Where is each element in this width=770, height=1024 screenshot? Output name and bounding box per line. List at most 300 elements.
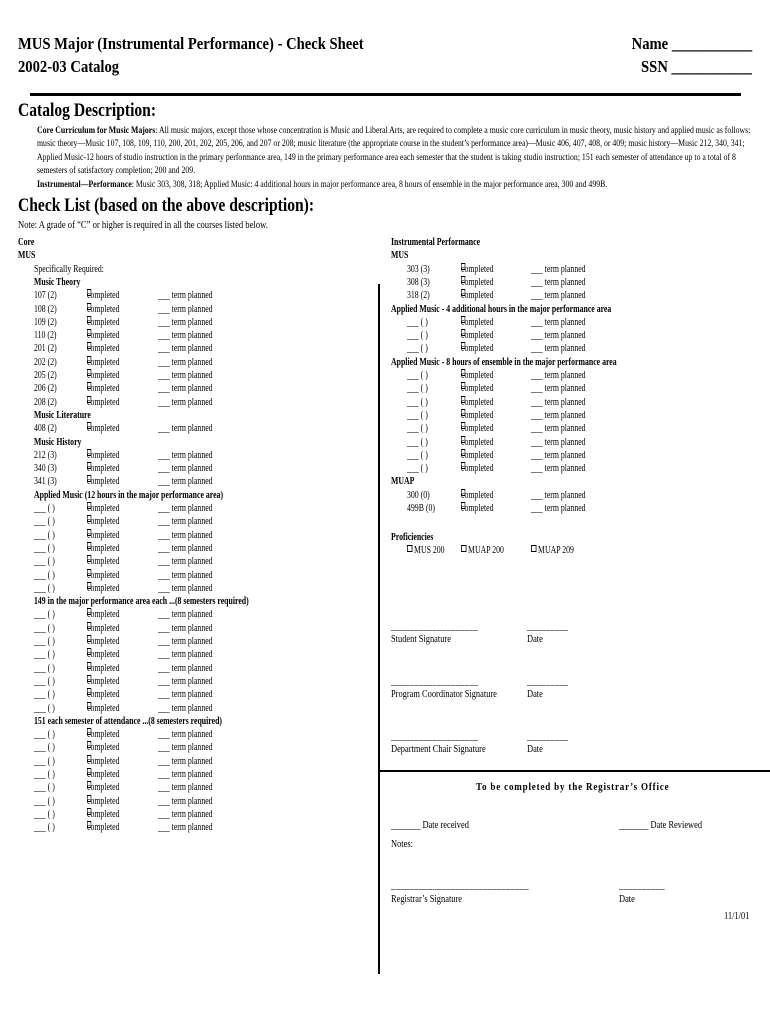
chair-signature-label: Department Chair Signature xyxy=(391,744,486,755)
checklist-heading: Check List (based on the above description): xyxy=(18,195,315,216)
applied-8-hours-heading: Applied Music - 8 hours of ensemble in the major performance area xyxy=(391,356,617,368)
term-planned-field[interactable]: ___ term planned xyxy=(158,755,213,767)
course-code: 300 (0) xyxy=(407,489,430,501)
course-code[interactable]: ___ ( ) xyxy=(407,423,428,435)
completed-checkbox[interactable]: completed xyxy=(87,742,120,754)
checkbox[interactable] xyxy=(87,635,91,642)
ensemble-row xyxy=(407,396,667,409)
theory-course-row xyxy=(34,342,294,355)
checkbox[interactable] xyxy=(87,369,91,376)
ensemble-row xyxy=(407,462,667,475)
theory-course-row xyxy=(34,303,294,316)
theory-course-row xyxy=(34,382,294,395)
course-code[interactable]: ___ ( ) xyxy=(407,409,428,421)
applied-music-row xyxy=(34,515,294,528)
completed-checkbox[interactable]: completed xyxy=(461,383,494,395)
ensemble-row xyxy=(407,369,667,382)
checkbox[interactable] xyxy=(87,303,91,310)
term-planned-field[interactable]: ___ term planned xyxy=(158,396,213,408)
checkbox[interactable] xyxy=(87,449,91,456)
ensemble-row xyxy=(407,449,667,462)
completed-checkbox[interactable]: completed xyxy=(87,755,120,767)
checkbox[interactable] xyxy=(461,545,466,552)
term-planned-field[interactable]: ___ term planned xyxy=(158,569,213,581)
core-text: : All music majors, except those whose concentration is Music and Liberal Arts, are required to complete a music core curriculum in music theory, music history and applied music as follows: music theory—Music 107, 108, 109, 110, 200, 201, 202, 205, 206, and 207 or 208; music literature (the appropriate course in the student’s performance area)—Music 406, 407, 408, or 409; music history—Music 212, 340, 341; Applied Music-12 hours of studio instruction in the primary performance area, 149 in the primary performance area each semester that the student is taking studio instruction; 151 each semester of attendance up to a total of 8 semesters of satisfactory completion; 200 and 209. xyxy=(37,126,751,176)
checkbox[interactable] xyxy=(87,316,91,323)
term-planned-field[interactable]: ___ term planned xyxy=(531,330,586,342)
term-planned-field[interactable]: ___ term planned xyxy=(158,383,213,395)
completed-checkbox[interactable]: completed xyxy=(461,276,494,288)
checkbox[interactable] xyxy=(461,489,465,496)
course-code[interactable]: ___ ( ) xyxy=(34,755,55,767)
term-planned-field[interactable]: ___ term planned xyxy=(531,370,586,381)
history-course-row xyxy=(34,475,294,488)
checkbox[interactable] xyxy=(87,608,91,615)
term-planned-field[interactable]: ___ term planned xyxy=(158,609,213,621)
course-code: 341 (3) xyxy=(34,476,57,488)
course-code[interactable]: ___ ( ) xyxy=(34,795,55,807)
history-course-row xyxy=(34,449,294,462)
mus151-row xyxy=(34,741,294,754)
term-planned-field[interactable]: ___ term planned xyxy=(158,662,213,674)
completed-checkbox[interactable]: completed xyxy=(87,330,120,342)
checkbox[interactable] xyxy=(461,462,465,469)
term-planned-field[interactable]: ___ term planned xyxy=(158,702,213,714)
checkbox[interactable] xyxy=(87,688,91,695)
checkbox[interactable] xyxy=(87,662,91,669)
completed-checkbox[interactable]: completed xyxy=(87,822,120,834)
term-planned-field[interactable]: ___ term planned xyxy=(158,516,213,528)
term-planned-field[interactable]: ___ term planned xyxy=(158,649,213,661)
checkbox[interactable] xyxy=(87,781,91,788)
mus149-row xyxy=(34,688,294,701)
checkbox[interactable] xyxy=(87,555,91,562)
course-code[interactable]: ___ ( ) xyxy=(407,343,428,355)
course-code[interactable]: ___ ( ) xyxy=(34,769,55,780)
performance-course-row xyxy=(407,263,667,276)
completed-checkbox[interactable]: completed xyxy=(87,808,120,820)
course-code[interactable]: ___ ( ) xyxy=(34,729,55,741)
term-planned-field[interactable]: ___ term planned xyxy=(531,489,586,501)
completed-checkbox[interactable]: completed xyxy=(461,290,494,302)
revision-date: 11/1/01 xyxy=(724,911,750,922)
course-code: 308 (3) xyxy=(407,276,430,288)
completed-checkbox[interactable]: completed xyxy=(461,316,494,328)
name-field[interactable]: Name ___________ xyxy=(631,34,752,53)
course-code[interactable]: ___ ( ) xyxy=(407,370,428,381)
mus151-row xyxy=(34,755,294,768)
term-planned-field[interactable]: ___ term planned xyxy=(531,463,586,475)
term-planned-field[interactable]: ___ term planned xyxy=(531,409,586,421)
literature-course-row xyxy=(34,422,294,435)
term-planned-field[interactable]: ___ term planned xyxy=(158,370,213,381)
applied-music-row xyxy=(34,569,294,582)
checkbox[interactable] xyxy=(461,409,465,416)
checkbox[interactable] xyxy=(461,329,465,336)
course-code: 408 (2) xyxy=(34,423,57,435)
course-code[interactable]: ___ ( ) xyxy=(407,463,428,475)
checkbox[interactable] xyxy=(531,545,536,552)
checkbox[interactable] xyxy=(461,422,465,429)
music-history-heading: Music History xyxy=(34,436,82,448)
ensemble-row xyxy=(407,436,667,449)
checkbox[interactable] xyxy=(461,342,465,349)
course-code[interactable]: ___ ( ) xyxy=(34,622,55,634)
student-signature-label: Student Signature xyxy=(391,634,451,645)
checkbox[interactable] xyxy=(87,728,91,735)
checkbox[interactable] xyxy=(461,316,465,323)
column-divider xyxy=(378,284,380,974)
checkbox[interactable] xyxy=(87,542,91,549)
student-signature-line[interactable]: ___________________ xyxy=(391,621,479,632)
checkbox[interactable] xyxy=(461,436,465,443)
course-code[interactable]: ___ ( ) xyxy=(407,436,428,448)
completed-checkbox[interactable]: completed xyxy=(87,582,120,594)
course-code[interactable]: ___ ( ) xyxy=(34,649,55,661)
completed-checkbox[interactable]: completed xyxy=(461,423,494,435)
checkbox[interactable] xyxy=(87,808,91,815)
notes-label: Notes: xyxy=(391,839,413,850)
completed-checkbox[interactable]: completed xyxy=(87,729,120,741)
term-planned-field[interactable]: ___ term planned xyxy=(158,316,213,328)
mus149-row xyxy=(34,648,294,661)
catalog-perf-paragraph xyxy=(37,179,767,192)
course-code[interactable]: ___ ( ) xyxy=(407,383,428,395)
mus151-row xyxy=(34,795,294,808)
header-divider xyxy=(30,93,741,96)
mus151-row xyxy=(34,768,294,781)
term-planned-field[interactable]: ___ term planned xyxy=(158,729,213,741)
term-planned-field[interactable]: ___ term planned xyxy=(158,449,213,461)
term-planned-field[interactable]: ___ term planned xyxy=(158,822,213,834)
music-theory-heading: Music Theory xyxy=(34,276,81,288)
course-code[interactable]: ___ ( ) xyxy=(34,503,55,514)
page-title: MUS Major (Instrumental Performance) - Check Sheet xyxy=(18,34,364,53)
student-date-line[interactable]: _________ xyxy=(527,621,569,632)
mus149-row xyxy=(34,635,294,648)
checkbox[interactable] xyxy=(461,263,465,270)
checkbox[interactable] xyxy=(87,821,91,828)
ssn-field[interactable]: SSN ___________ xyxy=(641,57,752,76)
term-planned-field[interactable]: ___ term planned xyxy=(531,276,586,288)
coordinator-signature-label: Program Coordinator Signature xyxy=(391,689,497,700)
completed-checkbox[interactable]: completed xyxy=(461,436,494,448)
completed-checkbox[interactable]: completed xyxy=(87,662,120,674)
theory-course-row xyxy=(34,329,294,342)
completed-checkbox[interactable]: completed xyxy=(87,449,120,461)
coordinator-signature-line[interactable]: ___________________ xyxy=(391,676,479,687)
coordinator-date-line[interactable]: _________ xyxy=(527,676,569,687)
course-code: 108 (2) xyxy=(34,303,57,315)
course-code[interactable]: ___ ( ) xyxy=(407,330,428,342)
checkbox[interactable] xyxy=(87,475,91,482)
completed-checkbox[interactable]: completed xyxy=(87,316,120,328)
course-code[interactable]: ___ ( ) xyxy=(34,662,55,674)
checkbox[interactable] xyxy=(87,515,91,522)
applied-music-row xyxy=(34,582,294,595)
course-code[interactable]: ___ ( ) xyxy=(34,542,55,554)
completed-checkbox[interactable]: completed xyxy=(87,542,120,554)
checkbox[interactable] xyxy=(87,795,91,802)
applied-music-heading: Applied Music (12 hours in the major performance area) xyxy=(34,489,224,501)
term-planned-field[interactable]: ___ term planned xyxy=(158,622,213,634)
completed-checkbox[interactable]: completed xyxy=(87,516,120,528)
term-planned-field[interactable]: ___ term planned xyxy=(531,316,586,328)
instrumental-performance-heading: Instrumental Performance xyxy=(391,237,481,248)
completed-checkbox[interactable]: completed xyxy=(87,795,120,807)
checkbox[interactable] xyxy=(87,329,91,336)
checkbox[interactable] xyxy=(461,289,465,296)
course-code[interactable]: ___ ( ) xyxy=(34,569,55,581)
term-planned-field[interactable]: ___ term planned xyxy=(158,343,213,355)
completed-checkbox[interactable]: completed xyxy=(461,370,494,381)
registrar-signature-label: Registrar’s Signature xyxy=(391,894,462,905)
term-planned-field[interactable]: ___ term planned xyxy=(158,795,213,807)
term-planned-field[interactable]: ___ term planned xyxy=(531,503,586,514)
course-code[interactable]: ___ ( ) xyxy=(34,556,55,568)
completed-checkbox[interactable]: completed xyxy=(87,622,120,634)
completed-checkbox[interactable]: completed xyxy=(87,370,120,381)
completed-checkbox[interactable]: completed xyxy=(461,263,494,275)
completed-checkbox[interactable]: completed xyxy=(87,702,120,714)
completed-checkbox[interactable]: completed xyxy=(87,343,120,355)
term-planned-field[interactable]: ___ term planned xyxy=(531,343,586,355)
course-code: 212 (3) xyxy=(34,449,57,461)
term-planned-field[interactable]: ___ term planned xyxy=(158,290,213,302)
mus151-row xyxy=(34,808,294,821)
checkbox[interactable] xyxy=(87,502,91,509)
course-code: 110 (2) xyxy=(34,330,57,342)
term-planned-field[interactable]: ___ term planned xyxy=(158,463,213,475)
history-course-row xyxy=(34,462,294,475)
checkbox[interactable] xyxy=(461,449,465,456)
checkbox[interactable] xyxy=(87,582,91,589)
term-planned-field[interactable]: ___ term planned xyxy=(158,808,213,820)
completed-checkbox[interactable]: completed xyxy=(461,463,494,475)
course-code: 201 (2) xyxy=(34,343,57,355)
course-code[interactable]: ___ ( ) xyxy=(407,396,428,408)
course-code[interactable]: ___ ( ) xyxy=(34,582,55,594)
muap-course-row xyxy=(407,489,667,502)
checkbox[interactable] xyxy=(461,396,465,403)
checkbox[interactable] xyxy=(461,382,465,389)
checkbox[interactable] xyxy=(87,289,91,296)
mus149-row xyxy=(34,702,294,715)
term-planned-field[interactable]: ___ term planned xyxy=(158,582,213,594)
completed-checkbox[interactable]: completed xyxy=(87,636,120,647)
mus151-row xyxy=(34,821,294,834)
proficiencies-heading: Proficiencies xyxy=(391,532,434,543)
completed-checkbox[interactable]: completed xyxy=(461,409,494,421)
completed-checkbox[interactable]: completed xyxy=(87,569,120,581)
course-code: 208 (2) xyxy=(34,396,57,408)
performance-course-row xyxy=(407,276,667,289)
checkbox[interactable] xyxy=(87,569,91,576)
course-code: 303 (3) xyxy=(407,263,430,275)
catalog-year: 2002-03 Catalog xyxy=(18,57,120,76)
ensemble-row xyxy=(407,409,667,422)
checkbox[interactable] xyxy=(87,529,91,536)
checkbox[interactable] xyxy=(87,648,91,655)
term-planned-field[interactable]: ___ term planned xyxy=(531,423,586,435)
term-planned-field[interactable]: ___ term planned xyxy=(158,556,213,568)
term-planned-field[interactable]: ___ term planned xyxy=(158,356,213,368)
registrar-signature-line[interactable]: ______________________________ xyxy=(391,880,529,891)
checkbox[interactable] xyxy=(87,675,91,682)
completed-checkbox[interactable]: completed xyxy=(87,476,120,488)
checkbox[interactable] xyxy=(87,422,91,429)
perf-label: Instrumental—Performance xyxy=(37,180,132,190)
checkbox[interactable] xyxy=(87,741,91,748)
term-planned-field[interactable]: ___ term planned xyxy=(531,290,586,302)
completed-checkbox[interactable]: completed xyxy=(87,675,120,687)
core-label: Core Curriculum for Music Majors xyxy=(37,126,156,136)
checkbox[interactable] xyxy=(87,755,91,762)
mus149-heading: 149 in the major performance area each ...(8 semesters required) xyxy=(34,596,249,608)
mus151-row xyxy=(34,781,294,794)
term-planned-field[interactable]: ___ term planned xyxy=(531,436,586,448)
ensemble-row xyxy=(407,422,667,435)
grade-note: Note: A grade of “C” or higher is required in all the courses listed below. xyxy=(18,219,268,231)
term-planned-field[interactable]: ___ term planned xyxy=(158,689,213,701)
chair-date-line[interactable]: _________ xyxy=(527,731,569,742)
checkbox[interactable] xyxy=(461,369,465,376)
perf-text: : Music 303, 308, 318; Applied Music: 4 additional hours in major performance area, 8 hours of ensemble in the major performance area, 300 and 499B. xyxy=(131,180,608,190)
completed-checkbox[interactable]: completed xyxy=(87,463,120,475)
course-code[interactable]: ___ ( ) xyxy=(34,529,55,541)
course-code[interactable]: ___ ( ) xyxy=(34,675,55,687)
catalog-heading: Catalog Description: xyxy=(18,100,157,121)
checkbox[interactable] xyxy=(87,342,91,349)
specifically-required: Specifically Required: xyxy=(34,263,104,275)
term-planned-field[interactable]: ___ term planned xyxy=(531,383,586,395)
applied-4-row xyxy=(407,329,667,342)
completed-checkbox[interactable]: completed xyxy=(87,303,120,315)
date-received-field[interactable]: _______ Date received xyxy=(391,820,469,831)
prof-mus200[interactable]: MUS 200 xyxy=(407,544,445,557)
term-planned-field[interactable]: ___ term planned xyxy=(531,396,586,408)
checkbox[interactable] xyxy=(461,502,465,509)
term-planned-field[interactable]: ___ term planned xyxy=(158,769,213,780)
chair-signature-line[interactable]: ___________________ xyxy=(391,731,479,742)
course-code: 318 (2) xyxy=(407,290,430,302)
completed-checkbox[interactable]: completed xyxy=(87,290,120,302)
course-code[interactable]: ___ ( ) xyxy=(34,689,55,701)
registrar-divider xyxy=(380,770,770,772)
completed-checkbox[interactable]: completed xyxy=(87,423,120,435)
muap-heading: MUAP xyxy=(391,476,415,488)
course-code: 206 (2) xyxy=(34,383,57,395)
completed-checkbox[interactable]: completed xyxy=(461,396,494,408)
registrar-date-line[interactable]: __________ xyxy=(619,880,665,891)
completed-checkbox[interactable]: completed xyxy=(87,556,120,568)
completed-checkbox[interactable]: completed xyxy=(87,383,120,395)
mus149-row xyxy=(34,622,294,635)
theory-course-row xyxy=(34,396,294,409)
course-code[interactable]: ___ ( ) xyxy=(34,808,55,820)
course-code[interactable]: ___ ( ) xyxy=(34,702,55,714)
term-planned-field[interactable]: ___ term planned xyxy=(158,423,213,435)
completed-checkbox[interactable]: completed xyxy=(461,343,494,355)
date-reviewed-field[interactable]: _______ Date Reviewed xyxy=(619,820,703,831)
completed-checkbox[interactable]: completed xyxy=(461,489,494,501)
mus-heading: MUS xyxy=(18,250,36,262)
course-code[interactable]: ___ ( ) xyxy=(34,742,55,754)
prof-muap209[interactable]: MUAP 209 xyxy=(531,544,574,557)
term-planned-field[interactable]: ___ term planned xyxy=(158,742,213,754)
completed-checkbox[interactable]: completed xyxy=(87,769,120,780)
mus151-heading: 151 each semester of attendance ...(8 semesters required) xyxy=(34,715,223,727)
term-planned-field[interactable]: ___ term planned xyxy=(158,303,213,315)
term-planned-field[interactable]: ___ term planned xyxy=(531,449,586,461)
registrar-date-label: Date xyxy=(619,894,635,905)
course-code: 499B (0) xyxy=(407,503,435,514)
completed-checkbox[interactable]: completed xyxy=(87,782,120,794)
checkbox[interactable] xyxy=(87,396,91,403)
term-planned-field[interactable]: ___ term planned xyxy=(158,503,213,514)
term-planned-field[interactable]: ___ term planned xyxy=(158,542,213,554)
checkbox[interactable] xyxy=(87,356,91,363)
completed-checkbox[interactable]: completed xyxy=(87,689,120,701)
course-code[interactable]: ___ ( ) xyxy=(34,822,55,834)
checkbox[interactable] xyxy=(87,622,91,629)
term-planned-field[interactable]: ___ term planned xyxy=(531,263,586,275)
completed-checkbox[interactable]: completed xyxy=(461,449,494,461)
completed-checkbox[interactable]: completed xyxy=(87,503,120,514)
performance-course-row xyxy=(407,289,667,302)
course-code[interactable]: ___ ( ) xyxy=(34,782,55,794)
mus151-row xyxy=(34,728,294,741)
completed-checkbox[interactable]: completed xyxy=(461,330,494,342)
checkbox[interactable] xyxy=(87,462,91,469)
mus149-row xyxy=(34,675,294,688)
course-code[interactable]: ___ ( ) xyxy=(34,609,55,621)
mus149-row xyxy=(34,662,294,675)
completed-checkbox[interactable]: completed xyxy=(461,503,494,514)
course-code[interactable]: ___ ( ) xyxy=(407,316,428,328)
term-planned-field[interactable]: ___ term planned xyxy=(158,675,213,687)
applied-music-row xyxy=(34,555,294,568)
term-planned-field[interactable]: ___ term planned xyxy=(158,330,213,342)
term-planned-field[interactable]: ___ term planned xyxy=(158,476,213,488)
applied-music-row xyxy=(34,529,294,542)
applied-4-row xyxy=(407,316,667,329)
course-code: 107 (2) xyxy=(34,290,57,302)
checkbox[interactable] xyxy=(407,545,412,552)
completed-checkbox[interactable]: completed xyxy=(87,649,120,661)
completed-checkbox[interactable]: completed xyxy=(87,356,120,368)
term-planned-field[interactable]: ___ term planned xyxy=(158,782,213,794)
checkbox[interactable] xyxy=(87,382,91,389)
mus149-row xyxy=(34,608,294,621)
course-code[interactable]: ___ ( ) xyxy=(34,516,55,528)
completed-checkbox[interactable]: completed xyxy=(87,529,120,541)
prof-muap200[interactable]: MUAP 200 xyxy=(461,544,504,557)
term-planned-field[interactable]: ___ term planned xyxy=(158,529,213,541)
term-planned-field[interactable]: ___ term planned xyxy=(158,636,213,647)
checkbox[interactable] xyxy=(87,702,91,709)
checkbox[interactable] xyxy=(87,768,91,775)
mus-heading-right: MUS xyxy=(391,250,409,262)
checkbox[interactable] xyxy=(461,276,465,283)
course-code: 205 (2) xyxy=(34,370,57,381)
completed-checkbox[interactable]: completed xyxy=(87,609,120,621)
coordinator-date-label: Date xyxy=(527,689,543,700)
completed-checkbox[interactable]: completed xyxy=(87,396,120,408)
course-code[interactable]: ___ ( ) xyxy=(34,636,55,647)
course-code[interactable]: ___ ( ) xyxy=(407,449,428,461)
applied-music-row xyxy=(34,502,294,515)
